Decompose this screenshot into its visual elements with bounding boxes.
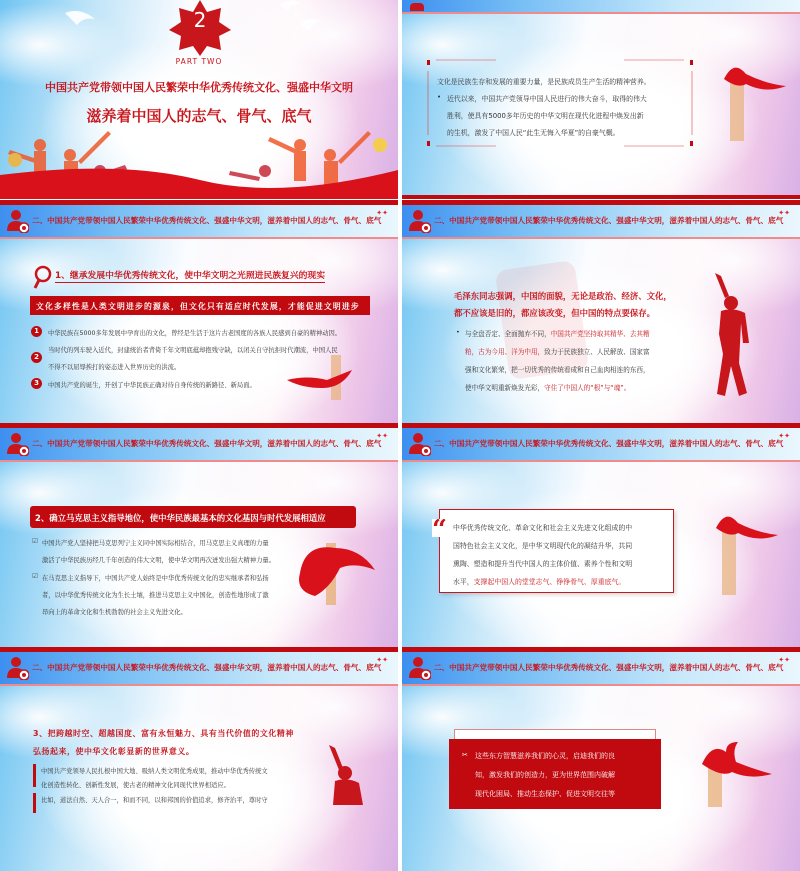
cover-title-line1: 中国共产党带领中国人民繁荣中华优秀传统文化、强盛中华文明	[45, 81, 353, 94]
body-3-plain: 强和文化繁荣，把一切优秀的传统看成和自己血肉相连的东西，	[465, 366, 650, 374]
dove-decoration-icon: ✦✦	[778, 209, 790, 217]
header-band	[402, 0, 800, 12]
number-badge-3: 3	[31, 378, 42, 389]
header-divider	[402, 684, 800, 686]
quote-line-2: 都不应该是旧的，都应该改变，但中国的特点要保存。	[454, 308, 655, 318]
slide-4-mao-quote[interactable]	[402, 200, 800, 424]
slide-6-socialist-culture[interactable]	[402, 423, 800, 647]
frame-line-1: 文化是民族生存和发展的重要力量，是民族成员生产生活的精神营养。	[437, 78, 651, 86]
party-member-avatar-icon	[7, 432, 29, 456]
item-2-line3: 昂向上的革命文化和生机勃勃的社会主义先进文化。	[42, 609, 187, 616]
flourish-icon: ✂	[462, 751, 468, 759]
slide-2-culture-frame[interactable]	[402, 0, 800, 199]
item-2-line1: 比如，道法自然、天人合一，和而不同，以和邦国的价值追求，修齐治平，尊时守	[41, 797, 268, 804]
party-member-avatar-icon	[409, 432, 431, 456]
text-frame-border	[426, 59, 696, 151]
quote-line-4-plain: 水平，	[453, 578, 474, 586]
footer-red-line	[402, 195, 800, 199]
section-heading: 1、继承发展中华优秀传统文化，使中华文明之光照进民族复兴的现实	[55, 271, 326, 281]
person-icon	[410, 3, 424, 11]
body-2-plain: 致力于民族独立、人民解放、国家富	[544, 348, 650, 356]
section-header-title: 二、中国共产党带领中国人民繁荣中华优秀传统文化、强盛中华文明，滋养着中国人的志气、骨气、底气	[32, 216, 382, 225]
heading-line-1: 3、把跨越时空、超越国度、富有永恒魅力、具有当代价值的文化精神	[33, 729, 294, 738]
magnifier-icon	[33, 265, 55, 289]
number-badge-1: 1	[31, 326, 42, 337]
heading-line-2: 弘扬起来，使中华文化彰显新的世界意义。	[33, 747, 195, 756]
item-2-text-line2: 不得不以屈辱挨打的姿态进入世界历史的洪流。	[48, 364, 181, 371]
item-2-text-line1: 当时代的列车驶入近代，封建统治者背倚千年文明底蕴却抱残守缺，以闭关自守抗拒时代潮流，中国人民	[48, 347, 338, 354]
header-divider	[0, 684, 398, 686]
slide-1-part-two-cover[interactable]	[0, 0, 398, 199]
body-4-red: 守住了中国人的“根”与“魂”。	[544, 384, 631, 392]
frame-line-2: 近代以来，中国共产党领导中国人民进行的伟大奋斗，取得的伟大	[447, 95, 647, 103]
quote-line-4-red: 支撑起中国人的堂堂志气、铮铮骨气、厚重底气。	[473, 578, 626, 586]
box-line-3: 现代化困局、推动生态保护、促进文明交往等	[475, 790, 615, 798]
section-header-title: 二、中国共产党带领中国人民繁荣中华优秀传统文化、强盛中华文明，滋养着中国人的志气、骨气、底气	[434, 216, 784, 225]
huabiao-column-icon	[714, 59, 789, 144]
body-4-plain: 使中华文明重新焕发光彩，	[465, 384, 545, 392]
item-1-line2: 化创造性转化、创新性发展，使古老的精神文化同现代世界相适应。	[41, 782, 230, 789]
part-number: 2	[193, 8, 207, 32]
quote-line-2: 国特色社会主义文化，是中华文明现代化的凝结升华，共同	[453, 542, 633, 550]
dove-decoration-icon: ✦✦	[376, 432, 388, 440]
bullet-icon: •	[456, 328, 460, 336]
item-accent-bar	[33, 793, 36, 813]
header-divider	[0, 460, 398, 462]
header-divider	[0, 237, 398, 239]
item-1-line2: 激活了中华民族历经几千年创造的伟大文明，使中华文明再次迸发出强大精神力量。	[42, 557, 275, 564]
section-header-title: 二、中国共产党带领中国人民繁荣中华优秀传统文化、强盛中华文明，滋养着中国人的志气、骨气、底气	[32, 663, 382, 672]
item-3-text: 中国共产党的诞生，开创了中华民族正确对待自身传统的新路径、新局面。	[48, 382, 256, 389]
section-header-title: 二、中国共产党带领中国人民繁荣中华优秀传统文化、强盛中华文明，滋养着中国人的志气、骨气、底气	[32, 439, 382, 448]
header-divider	[402, 237, 800, 239]
section-header-title: 二、中国共产党带领中国人民繁荣中华优秀传统文化、强盛中华文明，滋养着中国人的志气、骨气、底气	[434, 663, 784, 672]
body-1-plain: 与全盘否定、全面抛弃不同，	[465, 330, 551, 338]
dove-decoration-icon: ✦✦	[376, 209, 388, 217]
item-1-line1: 中国共产党人坚持把马克思列宁主义同中国实际相结合，用马克思主义真理的力量	[42, 540, 269, 547]
bullet-icon: •	[437, 93, 442, 101]
decorative-rounded-square	[495, 260, 590, 380]
checkbox-icon: ☑	[32, 537, 38, 545]
body-2-red: 粕，古为今用、洋为中用，	[465, 348, 545, 356]
banner-statement: 文化多样性是人类文明进步的源泉，但文化只有适应时代发展，才能促进文明进步	[30, 296, 370, 315]
bugler-silhouette-icon	[707, 273, 757, 398]
red-ribbon-wave	[0, 169, 398, 199]
slide-7-cultural-spirit[interactable]	[0, 647, 398, 871]
party-member-avatar-icon	[7, 656, 29, 680]
frame-line-3: 胜利，使具有5000多年历史的中华文明在现代化进程中焕发出新	[447, 112, 644, 120]
huabiao-ribbon-icon	[285, 350, 355, 400]
party-member-avatar-icon	[7, 209, 29, 233]
item-2-line2: 者，以中华优秀传统文化为生长土壤，推进马克思主义中国化，创造性地形成了激	[42, 592, 269, 599]
bugler-silhouette-icon	[323, 745, 368, 805]
slide-3-inherit-culture[interactable]	[0, 200, 398, 424]
heading-underline	[55, 282, 325, 283]
quote-mark-icon: “	[432, 519, 447, 537]
section-banner: 2、确立马克思主义指导地位，使中华民族最基本的文化基因与时代发展相适应	[30, 506, 356, 528]
item-1-text: 中华民族在5000多年发展中孕育出的文化，曾经是生活于这片古老国度的各族人民感到自豪的精神动因。	[48, 330, 342, 337]
quote-line-1: 毛泽东同志强调，中国的面貌，无论是政治、经济、文化，	[454, 291, 672, 301]
dove-decoration-icon: ✦✦	[376, 656, 388, 664]
item-1-line1: 中国共产党领导人民扎根中国大地、吸纳人类文明优秀成果，推动中华优秀传统文	[41, 768, 268, 775]
huabiao-ribbon-icon	[296, 538, 381, 608]
party-member-avatar-icon	[409, 209, 431, 233]
item-2-line1: 在马克思主义指导下，中国共产党人始终是中华优秀传统文化的忠实继承者和弘扬	[42, 575, 269, 582]
slide-5-marxism-guidance[interactable]	[0, 423, 398, 647]
box-line-1: 这些东方智慧滋养我们的心灵，启迪我们的良	[475, 752, 615, 760]
item-accent-bar	[33, 764, 36, 787]
frame-line-4: 的生机，激发了中国人民“此生无悔入华夏”的自豪气概。	[447, 129, 620, 137]
slide-8-eastern-wisdom[interactable]	[402, 647, 800, 871]
party-member-avatar-icon	[409, 656, 431, 680]
quote-line-1: 中华优秀传统文化、革命文化和社会主义先进文化组成的中	[453, 524, 633, 532]
dove-decoration-icon: ✦✦	[778, 656, 790, 664]
header-divider	[402, 12, 800, 14]
box-line-2: 知，激发我们的创造力，更为世界范围内破解	[475, 771, 615, 779]
section-header-title: 二、中国共产党带领中国人民繁荣中华优秀传统文化、强盛中华文明，滋养着中国人的志气、骨气、底气	[434, 439, 784, 448]
dove-decoration-icon: ✦✦	[778, 432, 790, 440]
number-badge-2: 2	[31, 352, 42, 363]
cover-title-line2: 滋养着中国人的志气、骨气、底气	[86, 107, 312, 125]
quote-line-3: 熏陶、塑造和提升当代中国人的主体价值、素养个性和文明	[453, 560, 633, 568]
header-divider	[402, 460, 800, 462]
part-label: PART TWO	[175, 57, 223, 66]
checkbox-icon: ☑	[32, 572, 38, 580]
body-1-red: 中国共产党坚持取其精华、去其糟	[550, 330, 650, 338]
huabiao-column-icon	[694, 742, 774, 807]
huabiao-column-icon	[708, 508, 783, 598]
